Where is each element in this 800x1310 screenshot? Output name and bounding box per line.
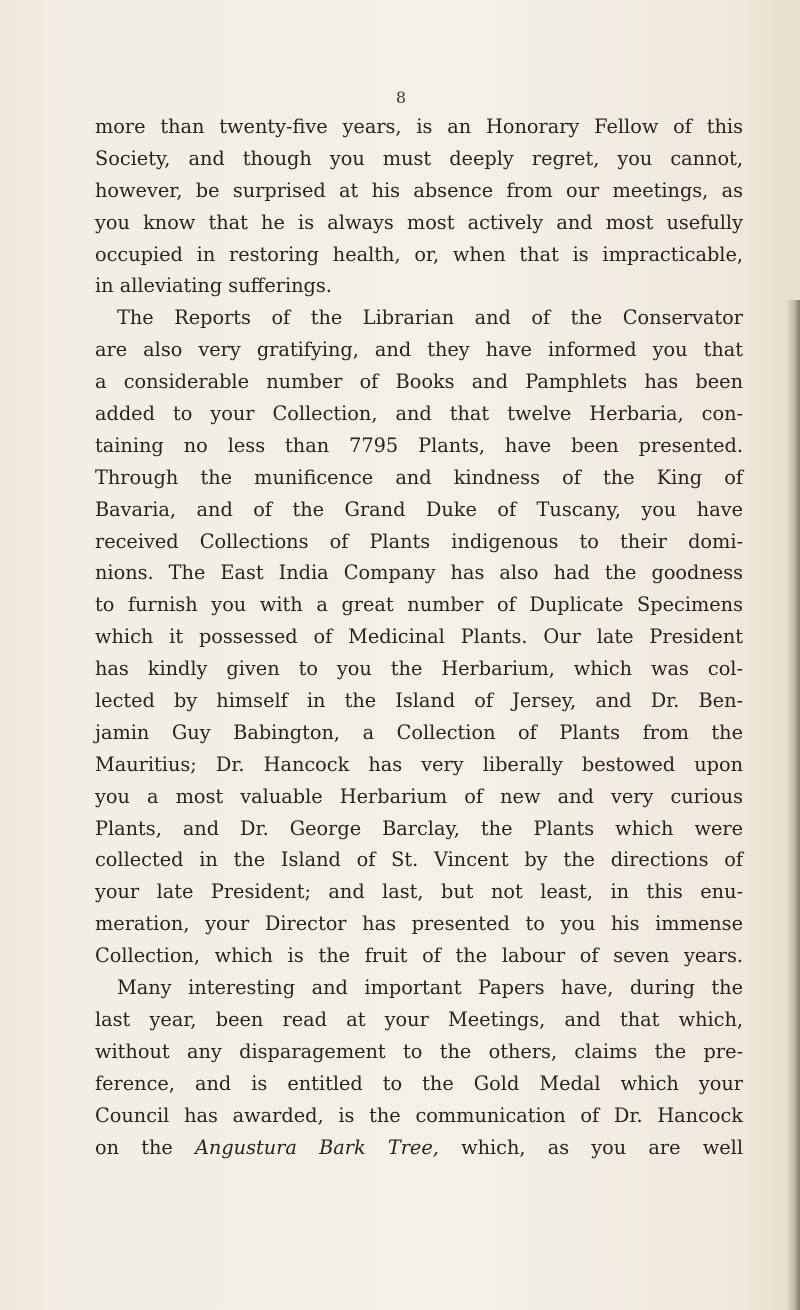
text-line: lected by himself in the Island of Jersey, and Dr. Ben- [95, 689, 743, 713]
text-line: added to your Collection, and that twelve Herbaria, con- [95, 402, 743, 426]
text-line: The Reports of the Librarian and of the Conservator [117, 306, 743, 330]
page-edge-shadow [786, 300, 800, 1310]
text-line: Bavaria, and of the Grand Duke of Tuscany, you have [95, 497, 743, 521]
text-line: collected in the Island of St. Vincent by the directions of [95, 848, 743, 872]
text-line: are also very gratifying, and they have informed you that [95, 338, 743, 362]
text-line: Many interesting and important Papers have, during the [117, 976, 743, 1000]
text-line: Collection, which is the fruit of the labour of seven years. [95, 944, 743, 968]
text-line: occupied in restoring health, or, when that is impracticable, [95, 242, 743, 266]
text-line: more than twenty-five years, is an Honorary Fellow of this [95, 115, 743, 138]
text-line: without any disparagement to the others, claims the pre- [95, 1039, 743, 1063]
text-line: received Collections of Plants indigenous to their domi- [95, 529, 743, 553]
text-line: your late President; and last, but not least, in this enu- [95, 880, 743, 904]
text-line: last year, been read at your Meetings, and that which, [95, 1007, 743, 1031]
text-line: to furnish you with a great number of Duplicate Specimens [95, 593, 743, 617]
text-line: taining no less than 7795 Plants, have been presented. [95, 433, 743, 457]
text-line: nions. The East India Company has also had the goodness [95, 561, 743, 585]
text-line: ference, and is entitled to the Gold Medal which your [95, 1071, 743, 1095]
text-line: a considerable number of Books and Pamphlets has been [95, 370, 743, 394]
text-line: meration, your Director has presented to you his immense [95, 912, 743, 936]
body-text [95, 111, 743, 1163]
text-line: Through the munificence and kindness of the King of [95, 465, 743, 489]
text-line: you a most valuable Herbarium of new and very curious [95, 784, 743, 808]
text-line: Mauritius; Dr. Hancock has very liberally bestowed upon [95, 752, 743, 776]
italic-title: Angustura Bark Tree, [195, 1135, 439, 1159]
page-number: 8 [395, 88, 407, 107]
text-line: Council has awarded, is the communication of Dr. Hancock [95, 1103, 743, 1127]
text-line: Society, and though you must deeply regret, you cannot, [95, 146, 743, 170]
text-line: however, be surprised at his absence from our meetings, as [95, 178, 743, 202]
text-line: Plants, and Dr. George Barclay, the Plants which were [95, 816, 743, 840]
final-line-after: which, as you are well [438, 1135, 743, 1159]
text-line: you know that he is always most actively and most usefully [95, 210, 743, 234]
text-line: jamin Guy Babington, a Collection of Plants from the [95, 720, 743, 744]
text-line: which it possessed of Medicinal Plants. Our late President [95, 625, 743, 649]
text-line: in alleviating sufferings. [95, 274, 332, 298]
text-line-final [95, 1132, 743, 1164]
text-line: has kindly given to you the Herbarium, which was col- [95, 657, 743, 681]
final-line-before: on the [95, 1135, 195, 1159]
